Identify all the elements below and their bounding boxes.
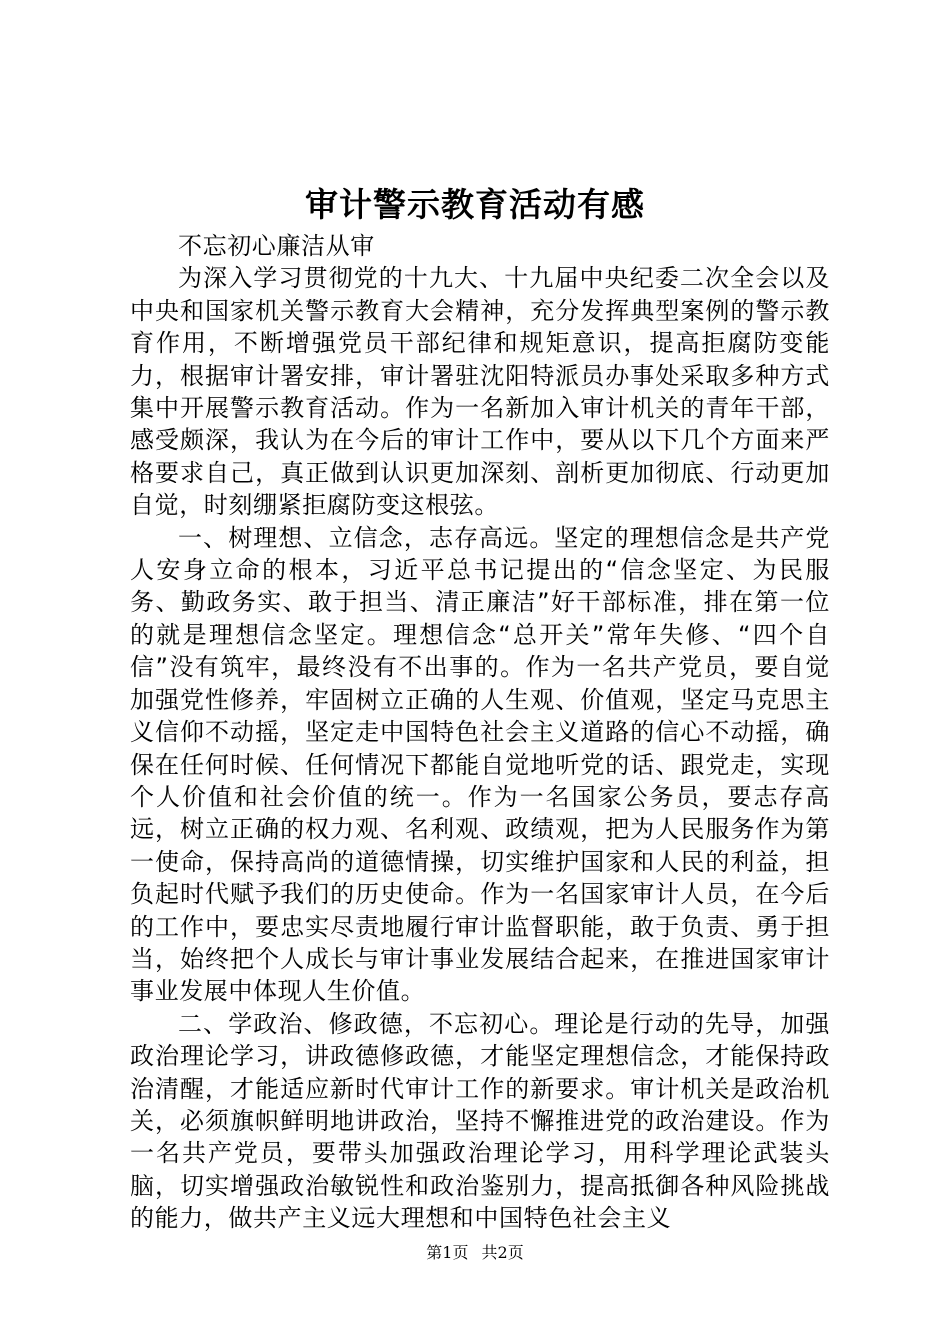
section-two-paragraph: 二、学政治、修政德，不忘初心。理论是行动的先导，加强政治理论学习，讲政德修政德，才能坚定理想信念，才能保持政治清醒，才能适应新时代审计工作的新要求。审计机关是政治机关，必须旗帜鲜明地讲政治，坚持不懈推进党的政治建设。作为一名共产党员，要带头加强政治理论学习，用科学理论武装头脑，切实增强政治敏锐性和政治鉴别力，提高抵御各种风险挑战的能力，做共产主义远大理想和中国特色社会主义 [130, 1009, 830, 1233]
intro-paragraph: 为深入学习贯彻党的十九大、十九届中央纪委二次全会以及中央和国家机关警示教育大会精神，充分发挥典型案例的警示教育作用，不断增强党员干部纪律和规矩意识，提高拒腐防变能力，根据审计署安排，审计署驻沈阳特派员办事处采取多种方式集中开展警示教育活动。作为一名新加入审计机关的青年干部，感受颇深，我认为在今后的审计工作中，要从以下几个方面来严格要求自己，真正做到认识更加深刻、剖析更加彻底、行动更加自觉，时刻绷紧拒腐防变这根弦。 [130, 264, 830, 520]
document-body [130, 230, 830, 1235]
page-total: 共2页 [481, 1243, 524, 1262]
page-footer [0, 1242, 950, 1264]
subtitle-paragraph: 不忘初心廉洁从审 [178, 232, 375, 260]
document-title: 审计警示教育活动有感 [305, 185, 645, 224]
section-one-paragraph: 一、树理想、立信念，志存高远。坚定的理想信念是共产党人安身立命的根本，习近平总书记提出的“信念坚定、为民服务、勤政务实、敢于担当、清正廉洁”好干部标准，排在第一位的就是理想信念坚定。理想信念“总开关”常年失修、“四个自信”没有筑牢，最终没有不出事的。作为一名共产党员，要自觉加强党性修养，牢固树立正确的人生观、价值观，坚定马克思主义信仰不动摇，坚定走中国特色社会主义道路的信心不动摇，确保在任何时候、任何情况下都能自觉地听党的话、跟党走，实现个人价值和社会价值的统一。作为一名国家公务员，要志存高远，树立正确的权力观、名利观、政绩观，把为人民服务作为第一使命，保持高尚的道德情操，切实维护国家和人民的利益，担负起时代赋予我们的历史使命。作为一名国家审计人员，在今后的工作中，要忠实尽责地履行审计监督职能，敢于负责、勇于担当，始终把个人成长与审计事业发展结合起来，在推进国家审计事业发展中体现人生价值。 [130, 523, 830, 1006]
page-number: 第1页 [426, 1243, 469, 1262]
